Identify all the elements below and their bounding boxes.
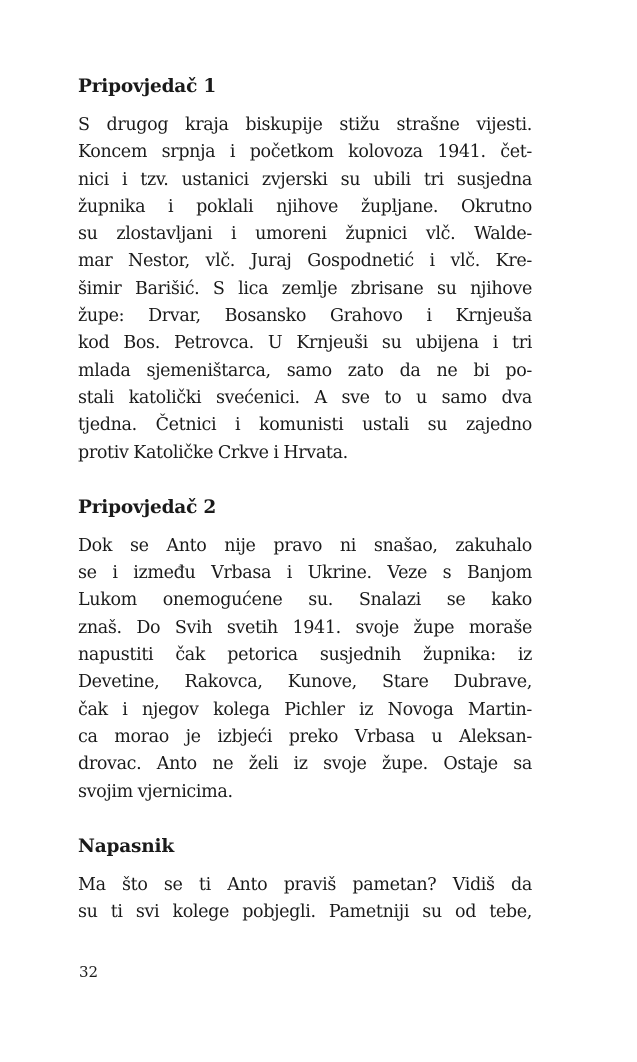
book-page xyxy=(78,74,532,954)
text-line: Lukom onemogućene su. Snalazi se kako xyxy=(78,590,532,611)
text-line: kod Bos. Petrovca. U Krnjeuši su ubijena i tri xyxy=(78,333,532,354)
text-line: S drugog kraja biskupije stižu strašne vijesti. xyxy=(78,115,532,135)
dialogue-paragraph xyxy=(78,533,532,806)
text-line: župnika i poklali njihove župljane. Okrutno xyxy=(78,196,532,217)
text-line: ca morao je izbjeći preko Vrbasa u Aleksan- xyxy=(78,726,532,747)
text-line: su zlostavljani i umoreni župnici vlč. Walde- xyxy=(78,224,532,245)
speaker-name: Napasnik xyxy=(78,835,174,857)
text-line: tjedna. Četnici i komunisti ustali su zajedno xyxy=(78,415,532,436)
speaker-name: Pripovjedač 1 xyxy=(78,76,217,97)
text-line: protiv Katoličke Crkve i Hrvata. xyxy=(78,442,348,463)
text-line: napustiti čak petorica susjednih župnika: iz xyxy=(78,645,532,666)
text-line: mlada sjemeništarca, samo zato da ne bi po- xyxy=(78,360,532,381)
speaker-name: Pripovjedač 2 xyxy=(78,496,217,518)
dialogue-section-narrator-2 xyxy=(78,495,532,806)
dialogue-paragraph xyxy=(78,872,532,927)
dialogue-paragraph xyxy=(78,112,532,467)
text-line: su ti svi kolege pobjegli. Pametniji su od tebe, xyxy=(78,902,532,923)
text-line: čak i njegov kolega Pichler iz Novoga Martin- xyxy=(78,699,532,720)
page-number: 32 xyxy=(79,963,99,981)
text-line: mar Nestor, vlč. Juraj Gospodnetić i vlč. Kre- xyxy=(78,251,532,272)
text-line: se i između Vrbasa i Ukrine. Veze s Banjom xyxy=(78,563,532,584)
text-line: stali katolički svećenici. A sve to u samo dva xyxy=(78,387,532,408)
dialogue-section-tempter xyxy=(78,834,532,927)
text-line: Koncem srpnja i početkom kolovoza 1941. čet- xyxy=(78,142,532,163)
text-line: Devetine, Rakovca, Kunove, Stare Dubrave, xyxy=(78,672,532,693)
text-line: svojim vjernicima. xyxy=(78,781,233,802)
text-line: nici i tzv. ustanici zvjerski su ubili tri susjedna xyxy=(78,169,532,190)
text-line: Dok se Anto nije pravo ni snašao, zakuhalo xyxy=(78,535,532,556)
text-line: drovac. Anto ne želi iz svoje župe. Ostaje sa xyxy=(78,754,532,775)
dialogue-section-narrator-1 xyxy=(78,74,532,467)
text-line: šimir Barišić. S lica zemlje zbrisane su njihove xyxy=(78,278,532,299)
text-line: Ma što se ti Anto praviš pametan? Vidiš da xyxy=(78,874,532,895)
text-line: znaš. Do Svih svetih 1941. svoje župe moraše xyxy=(78,617,532,638)
text-line: župe: Drvar, Bosansko Grahovo i Krnjeuša xyxy=(78,306,532,327)
